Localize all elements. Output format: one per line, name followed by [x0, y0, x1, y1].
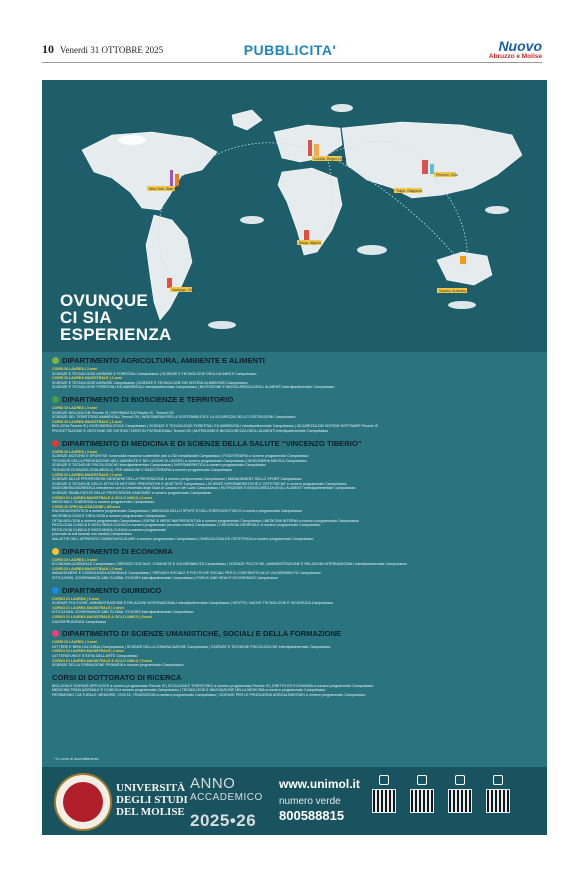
qr-code — [448, 789, 472, 813]
department-dot-icon — [52, 357, 59, 364]
academic-year: 2025•26 — [190, 811, 257, 830]
course-type-label: CORSI DI SPECIALIZZAZIONE | 4/5 anni — [52, 504, 120, 509]
course-type-label: CORSI DI LAUREA | 3 anni — [52, 640, 98, 645]
map-label-sydney: Sydney, Australia — [439, 289, 466, 293]
logo-sub: Abruzzo e Molise — [488, 53, 542, 60]
course-type-label: CORSI DI LAUREA | 3 anni — [52, 406, 98, 410]
department-dot-icon — [52, 630, 59, 637]
map-label-santiago: Santiago, Cile — [172, 288, 194, 292]
course-line: MICROBIOLOGIA E VIROLOGIA a numero programmato Campobasso — [52, 514, 166, 518]
course-type-label: CORSI DI LAUREA MAGISTRALE | 2 anni — [52, 566, 122, 571]
department-title — [52, 439, 362, 448]
department-title-text: CORSI DI DOTTORATO DI RICERCA — [52, 672, 182, 682]
course-line: LETTERATURA E STORIA DELL'ARTE Campobasso — [52, 654, 138, 658]
department-title-text: DIPARTIMENTO AGRICOLTURA, AMBIENTE E ALIMENTI — [62, 356, 265, 365]
website-link[interactable]: www.unimol.it — [279, 777, 360, 791]
youtube-icon — [455, 775, 465, 785]
department-dot-icon — [52, 440, 59, 447]
newspaper-header — [0, 0, 580, 62]
course-line: SCIENZE DELLA FORMAZIONE PRIMARIA a numero programmato Campobasso — [52, 663, 184, 668]
seal-emblem — [63, 782, 103, 822]
course-line: SCIENZE MOTORIE E SPORTIVE numerosità massima sostenibile pari a 230 immatricolati Campobasso | FISIOTERAPIA a numero programmato Campobasso — [52, 454, 309, 459]
linkedin-block[interactable] — [486, 775, 510, 813]
course-type-label: CORSI DI LAUREA MAGISTRALE | 2 anni — [52, 419, 122, 424]
course-type-label: CORSO DI LAUREA MAGISTRALE A CICLO UNICO | 6 anni — [52, 495, 152, 500]
course-line: SCIENZE POLITICHE, AMMINISTRAZIONE E RELAZIONI INTERNAZIONALI interdipartimentale Campobasso | DIRITTO, NUOVE TECNOLOGIE E SICUREZZA Campobasso — [52, 601, 333, 606]
course-line: BIOLOGIA E SCIENZE APPLICATE a numero programmato Pesche IS | ECOLOGIA E TERRITORIO a numero programmato Pesche IS | DIRITTO ED ECONOMIA a numero programmato Campobasso — [52, 683, 374, 688]
course-line: MEDICINA E CHIRURGIA a numero programmato Campobasso — [52, 500, 155, 505]
qr-code — [372, 789, 396, 813]
course-line: GIURISPRUDENZA Campobasso — [52, 619, 107, 624]
course-line: PATOLOGIA CLINICA E BIOCHIMICA CLINICA a numero programmato — [52, 527, 167, 532]
course-line: MALATTIE DELL'APPARATO CARDIOVASCOLARE a numero programmato Campobasso | GINECOLOGIA ED OSTETRICIA a numero programmato Campobasso — [52, 537, 314, 541]
qr-code — [410, 789, 434, 813]
department-title-text: DIPARTIMENTO DI ECONOMIA — [62, 546, 173, 556]
department-dot-icon — [52, 396, 59, 403]
department-title — [52, 586, 161, 595]
course-type-label: CORSI DI LAUREA | 3 anni — [52, 449, 98, 454]
slogan-line: OVUNQUE — [60, 291, 149, 310]
course-line: PROGETTAZIONE E GESTIONE DEI SISTEMI TURISTICI PATRIMONIALI Termoli CB | NUTRIZIONE E BIOSICUREZZA DEGLI ALIMENTI interdipartimentale Campobasso — [52, 429, 329, 433]
qr-code — [486, 789, 510, 813]
university-advertisement — [42, 80, 547, 835]
course-type-label: CORSO DI LAUREA MAGISTRALE | 2 anni — [52, 605, 124, 610]
course-type-label: CORSI DI LAUREA | 3 anni — [52, 367, 98, 371]
course-type-label: CORSO DI LAUREA MAGISTRALE A CICLO UNICO | 5 anni — [52, 615, 152, 619]
course-type-label: CORSO DI LAUREA MAGISTRALE | 2 anni — [52, 649, 124, 654]
department-title — [52, 395, 233, 404]
course-line: ISTITUZIONI, GOVERNANCE AND GLOBAL STUDIES interdipartimentale Campobasso — [52, 610, 194, 615]
department-title — [52, 629, 341, 638]
facebook-icon — [379, 775, 389, 785]
instagram-block[interactable] — [410, 775, 434, 813]
department-title-text: DIPARTIMENTO DI BIOSCIENZE E TERRITORIO — [62, 395, 234, 404]
course-line: MANAGEMENT E CONSULENZA AZIENDALE Campobasso | SERVIZIO SOCIALE E POLITICHE SOCIALI PER IL CONTRASTO ALLE VULNERABILITÀ Campobasso — [52, 571, 321, 576]
course-line: ECONOMIA AZIENDALE Campobasso | SERVIZIO SOCIALE, COMUNITÀ E VULNERABILITÀ Campobasso | SCIENZE POLITICHE, AMMINISTRAZIONE E RELAZIONI INTERNAZIONALI interdipartimentale Campobasso — [52, 562, 407, 567]
slogan-line: CI SIA — [60, 308, 112, 327]
course-line: SCIENZE E TECNOLOGIE FORESTALI ED AMBIENTALI interdipartimentale Campobasso | NUTRIZIONE E BIOSICUREZZA DEGLI ALIMENTI interdipartimentale Campobasso — [52, 385, 335, 390]
course-type-label: CORSO DI LAUREA MAGISTRALE A CICLO UNICO | 5 anni — [52, 658, 152, 663]
course-line: BIOLOGIA Pesche IS | INGEGNERIA CIVILE Campobasso | SCIENZE E TECNOLOGIE FORESTALI ED AMBIENTALI interdipartimentale Campobasso | SICUREZZA DEI SISTEMI SOFTWARE Pesche IS — [52, 424, 379, 429]
department-dot-icon — [52, 548, 59, 555]
page-number: 10 — [42, 42, 54, 56]
department-title — [52, 547, 173, 556]
course-line: SCIENZE BIOLOGICHE Pesche IS | INFORMATICA Pesche IS - Termoli CB — [52, 410, 174, 415]
department-title — [52, 673, 182, 682]
course-type-label: CORSO DI LAUREA | 3 anni — [52, 596, 99, 601]
map-label-beijing: Pechino, Cina — [436, 173, 458, 177]
course-listing — [42, 352, 547, 767]
section-title: PUBBLICITA' — [243, 42, 337, 58]
course-line: INGEGNERIA BIOMEDICA interateneo con la Università degli Studi di Cassino e del Lazio Campobasso | NUTRIZIONE E BIOSICUREZZA DEGLI ALIMENTI interdipartimentale Campobasso — [52, 486, 356, 491]
department-title-text: DIPARTIMENTO DI MEDICINA E DI SCIENZE DELLA SALUTE “VINCENZO TIBERIO” — [62, 438, 362, 448]
course-line: ISTITUZIONI, GOVERNANCE AND GLOBAL STUDIES interdipartimentale Campobasso | PUBLIC AND HEALTH ECONOMICS Campobasso — [52, 576, 279, 580]
department-dot-icon — [52, 587, 59, 594]
department-title-text: DIPARTIMENTO DI SCIENZE UMANISTICHE, SOCIALI E DELLA FORMAZIONE — [62, 629, 342, 639]
course-line: SCIENZE E TECNOLOGIE AGRARIE Campobasso | SCIENZE E TECNOLOGIE DEI SISTEMI ALIMENTARI Campobasso — [52, 380, 248, 385]
map-label-newyork: New York, Stati Uniti — [149, 187, 181, 191]
youtube-block[interactable] — [448, 775, 472, 813]
course-line: SCIENZE RIABILITATIVE DELLE PROFESSIONI SANITARIE a numero programmato Campobasso — [52, 491, 212, 495]
university-seal — [54, 773, 112, 831]
university-name: UNIVERSITÀ DEGLI STUDI DEL MOLISE — [116, 782, 188, 818]
linkedin-icon — [493, 775, 503, 785]
facebook-block[interactable] — [372, 775, 396, 813]
slogan-line: ESPERIENZA — [60, 325, 172, 344]
map-label-abuja: Abuja, Nigeria — [299, 241, 321, 245]
course-line: SCIENZE E TECNICHE PSICOLOGICHE interdipartimentale Campobasso | INFERMIERISTICA a numero programmato Campobasso — [52, 463, 267, 468]
newspaper-logo — [489, 40, 542, 60]
course-line: SCIENZE E TECNICHE DELLE ATTIVITÀ MOTORIE PREVENTIVE E ADATTATE Campobasso | SCIENZE INFERMIERISTICHE E OSTETRICHE a numero programmato Campobasso — [52, 481, 347, 486]
course-type-label: CORSI DI LAUREA MAGISTRALE | 2 anni — [52, 472, 122, 477]
course-line: SCIENZE DEL TERRITORIO AMBIENTALI Termoli CB | INGEGNERIA PER LA SOSTENIBILITÀ E LA SICUREZZA DELLE COSTRUZIONI Campobasso — [52, 415, 296, 420]
course-line: TECNICHE DI RADIOLOGIA MEDICA, PER IMMAGINI E RADIOTERAPIA a numero programmato Campobasso — [52, 468, 232, 472]
toll-free-number[interactable]: 800588815 — [279, 808, 345, 823]
course-line: PATOLOGIA CLINICA E BIOCHIMICA CLINICA a numero programmato (accesso medici) Campobasso | CHIRURGIA GENERALE a numero programmato Campobasso — [52, 523, 321, 528]
course-type-label: CORSI DI LAUREA | 3 anni — [52, 557, 98, 562]
header-rule — [42, 62, 542, 63]
ad-slogan — [60, 292, 172, 343]
course-line: LETTERE E BENI CULTURALI Campobasso | SCIENZE DELLA COMUNICAZIONE Campobasso | SCIENZE E TECNICHE PSICOLOGICHE interdipartimentale Campobasso — [52, 644, 331, 649]
course-line: OFTALMOLOGIA a numero programmato Campobasso | IGIENE E MEDICINA PREVENTIVA a numero programmato Campobasso | MEDICINA INTERNA a numero programmato Campobasso — [52, 518, 360, 523]
academic-year-label: ANNO ACCADEMICO — [190, 775, 263, 803]
map-label-london: Londra, Regno Unito — [314, 157, 347, 161]
course-line: MEDICINA TRASLAZIONALE E CLINICA a numero programmato Campobasso | TECNOLOGIE E INNOVAZIONE NELLA MEDICINA a numero programmato Campobasso — [52, 688, 326, 693]
toll-free-label: numero verde — [279, 796, 341, 807]
course-line: SCIENZE DELLE PROFESSIONI SANITARIE DELLA PREVENZIONE a numero programmato Campobasso | MANAGEMENT DELLO SPORT Campobasso — [52, 477, 302, 482]
department-title-text: DIPARTIMENTO GIURIDICO — [62, 585, 162, 595]
course-line: (riservato ai soli laureati non medici) Campobasso — [52, 532, 132, 537]
accreditation-footnote: * In corso di accreditamento — [54, 757, 99, 761]
department-title — [52, 356, 265, 365]
course-line: SCIENZE E TECNOLOGIE AGRARIE E FORESTALI Campobasso | SCIENZE E TECNOLOGIE DEGLI ALIMENTI Campobasso — [52, 371, 257, 376]
instagram-icon — [417, 775, 427, 785]
course-line: PATRIMONIO CULTURALE: MEMORIE, CIVILTÀ, TRANSIZIONI a numero programmato Campobasso | SCIENZE PER LE PRODUZIONI AGROALIMENTARI a numero programmato Campobasso — [52, 693, 366, 697]
logo-main: Nuovo — [498, 38, 542, 54]
course-type-label: CORSI DI LAUREA MAGISTRALE | 2 anni — [52, 376, 122, 381]
map-label-tokyo: Tokyo, Giappone — [396, 189, 423, 193]
course-line: RADIODIAGNOSTICA a numero programmato Campobasso | MEDICINA DELLO SPORT E DELL'ESERCIZIO FISICO a numero programmato Campobasso — [52, 509, 303, 514]
ad-footer — [42, 767, 547, 835]
issue-date: Venerdì 31 OTTOBRE 2025 — [60, 45, 164, 55]
course-line: TECNICHE DELLA PREVENZIONE NELL'AMBIENTE E NEI LUOGHI DI LAVORO a numero programmato Campobasso | INGEGNERIA MEDICA Campobasso — [52, 458, 307, 463]
